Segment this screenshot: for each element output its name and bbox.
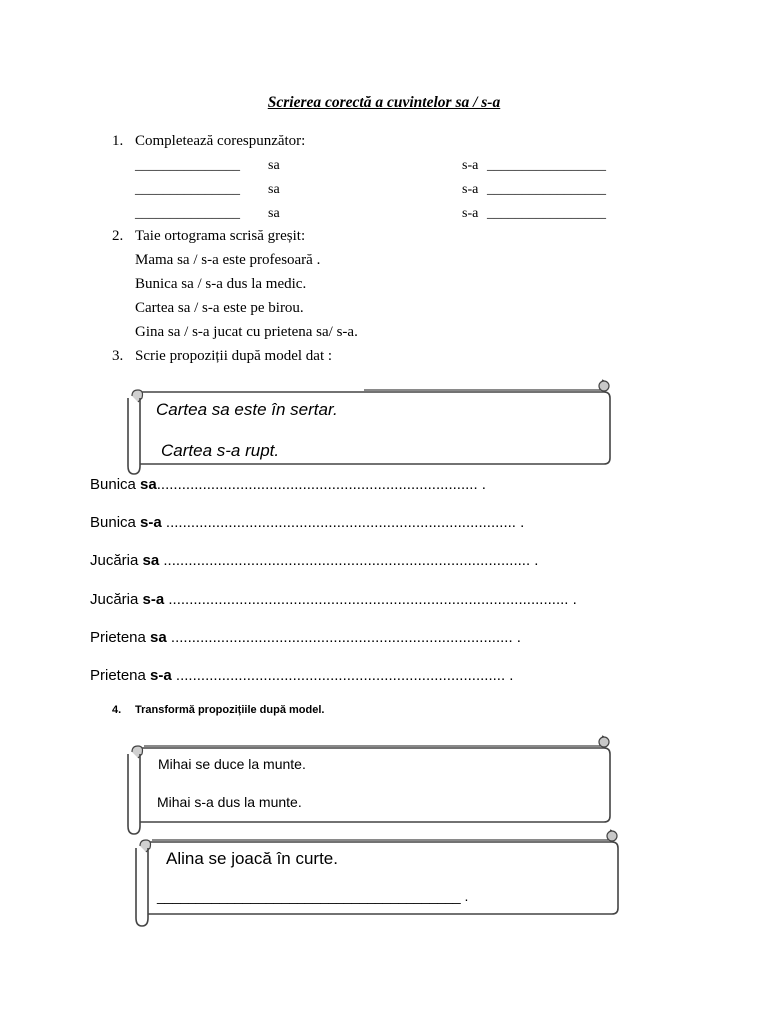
- task-scroll-banner: [132, 828, 622, 926]
- word-s-a: s-a: [462, 182, 479, 197]
- answer-line[interactable]: Jucăria sa ........................................................................................ .: [90, 552, 539, 569]
- answer-line[interactable]: Prietena sa .................................................................................. .: [90, 629, 521, 646]
- model-sentence-sa: Cartea sa este în sertar.: [156, 400, 338, 419]
- exercise-1-number: 1.: [112, 133, 124, 149]
- exercise-2-instruction: Taie ortograma scrisă greșit:: [135, 228, 306, 244]
- exercise-4-instruction: Transformă propozițiile după model.: [135, 704, 325, 716]
- fill-blank-right[interactable]: _________________: [487, 182, 606, 197]
- exercise-4-number: 4.: [112, 704, 122, 716]
- scroll-shape: [124, 734, 614, 832]
- fill-blank-left[interactable]: _______________: [135, 158, 240, 173]
- sentence-line[interactable]: Mama sa / s-a este profesoară .: [135, 252, 321, 268]
- model-sentence-present: Mihai se duce la munte.: [158, 756, 306, 772]
- word-sa: sa: [268, 206, 280, 221]
- word-sa: sa: [268, 158, 280, 173]
- answer-line[interactable]: _______________________________________ .: [157, 888, 469, 904]
- answer-line[interactable]: Jucăria s-a ................................................................................................ .: [90, 591, 577, 608]
- word-s-a: s-a: [462, 206, 479, 221]
- exercise-3-instruction: Scrie propoziții după model dat :: [135, 348, 333, 364]
- answer-line[interactable]: Bunica sa............................................................................. .: [90, 476, 486, 493]
- exercise-2-number: 2.: [112, 228, 124, 244]
- worksheet-title: Scrierea corectă a cuvintelor sa / s-a: [267, 94, 501, 111]
- answer-line[interactable]: Prietena s-a ............................................................................... .: [90, 667, 514, 684]
- exercise-3-number: 3.: [112, 348, 124, 364]
- word-sa: sa: [268, 182, 280, 197]
- scroll-shape: [132, 828, 622, 926]
- fill-blank-right[interactable]: _________________: [487, 206, 606, 221]
- sentence-line[interactable]: Gina sa / s-a jucat cu prietena sa/ s-a.: [135, 324, 358, 340]
- model-sentence-s-a: Cartea s-a rupt.: [161, 441, 280, 460]
- exercise-1-instruction: Completează corespunzător:: [135, 133, 306, 149]
- task-sentence: Alina se joacă în curte.: [166, 849, 338, 868]
- fill-blank-left[interactable]: _______________: [135, 182, 240, 197]
- fill-blank-right[interactable]: _________________: [487, 158, 606, 173]
- fill-blank-left[interactable]: _______________: [135, 206, 240, 221]
- word-s-a: s-a: [462, 158, 479, 173]
- sentence-line[interactable]: Bunica sa / s-a dus la medic.: [135, 276, 307, 292]
- model-scroll-banner: [124, 378, 614, 472]
- model-sentence-past: Mihai s-a dus la munte.: [157, 794, 302, 810]
- sentence-line[interactable]: Cartea sa / s-a este pe birou.: [135, 300, 304, 316]
- model-scroll-banner: [124, 734, 614, 832]
- answer-line[interactable]: Bunica s-a .................................................................................... .: [90, 514, 525, 531]
